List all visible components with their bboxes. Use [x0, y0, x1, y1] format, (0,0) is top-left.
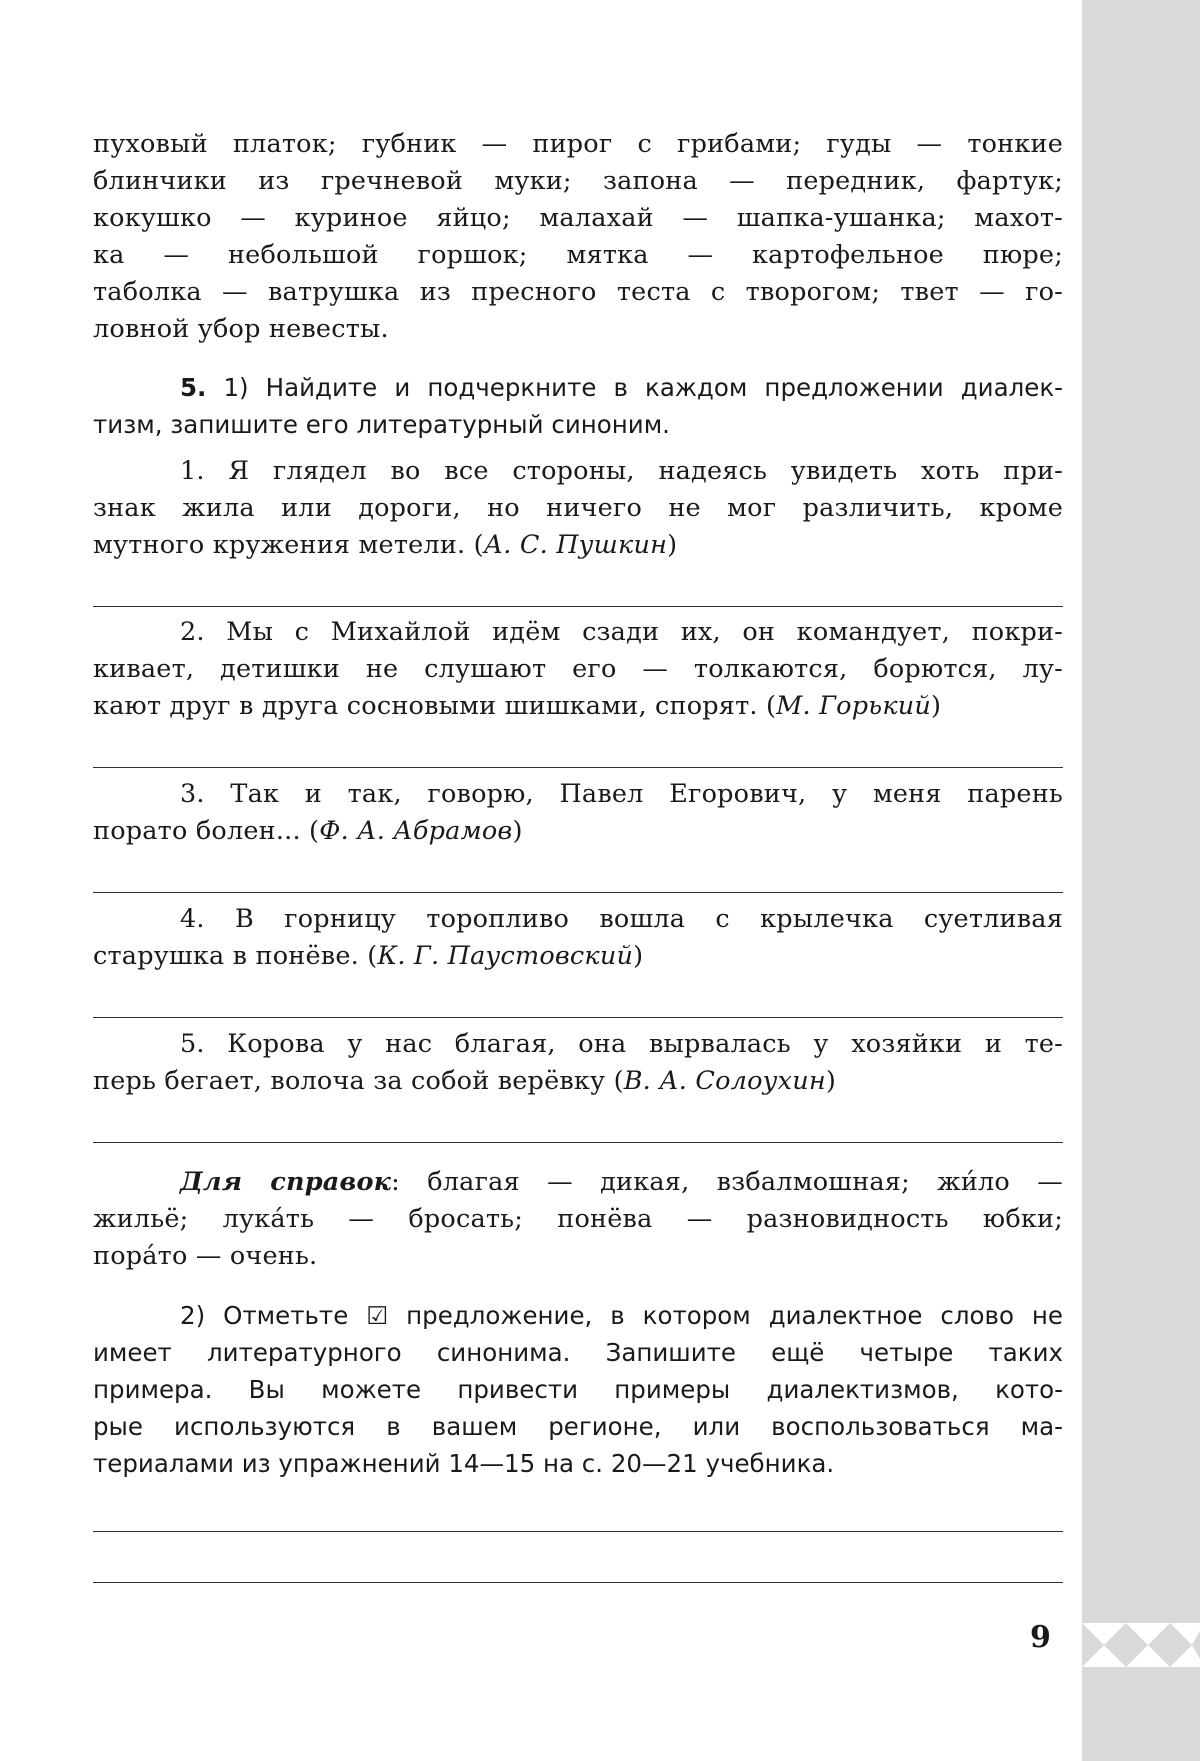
text-line: [93, 776, 1063, 813]
text-segment: ка — небольшой горшок; мятка — картофельное пюре;: [93, 240, 1063, 270]
text-line: [93, 406, 1063, 443]
text-line: [93, 200, 1063, 237]
sentence-4: [93, 901, 1063, 975]
answer-line-6[interactable]: [93, 1531, 1063, 1532]
text-line: [93, 163, 1063, 200]
intro-paragraph: [93, 126, 1063, 348]
text-segment: кокушко — куриное яйцо; малахай — шапка-ушанка; махот-: [93, 203, 1063, 233]
text-segment: ): [825, 1066, 836, 1096]
sentence-5: [93, 1026, 1063, 1100]
italic-text: А. С. Пушкин: [483, 530, 668, 560]
reference-note: [93, 1164, 1063, 1275]
page-margin-band: [1082, 0, 1200, 1761]
text-line: [93, 453, 1063, 490]
text-segment: кивает, детишки не слушают его — толкаются, борются, лу-: [93, 654, 1063, 684]
text-segment: кают друг в друга сосновыми шишками, спорят. (: [93, 691, 777, 721]
text-line: [93, 901, 1063, 938]
text-line: [93, 1408, 1063, 1445]
text-line: [93, 614, 1063, 651]
text-line: [93, 1164, 1063, 1201]
text-segment: блинчики из гречневой муки; запона — передник, фартук;: [93, 166, 1063, 196]
text-line: [93, 1201, 1063, 1238]
text-segment: ): [512, 816, 523, 846]
text-line: [93, 126, 1063, 163]
text-segment: жильё; лука́ть — бросать; понёва — разновидность юбки;: [93, 1204, 1063, 1234]
text-line: [93, 651, 1063, 688]
italic-text: Ф. А. Абрамов: [319, 816, 513, 846]
answer-line-3[interactable]: [93, 892, 1063, 893]
text-line: [93, 938, 1063, 975]
text-segment: ): [633, 941, 644, 971]
italic-text: К. Г. Паустовский: [377, 941, 634, 971]
sentence-2: [93, 614, 1063, 725]
text-segment: перь бегает, волоча за собой верёвку (: [93, 1066, 624, 1096]
text-segment: знак жила или дороги, но ничего не мог различить, кроме: [93, 493, 1063, 523]
text-segment: пуховый платок; губник — пирог с грибами; гуды — тонкие: [93, 129, 1063, 159]
text-segment: : благая — дикая, взбалмошная; жи́ло —: [391, 1167, 1063, 1197]
text-segment: порато болен... (: [93, 816, 320, 846]
text-line: [93, 688, 1063, 725]
text-line: [93, 274, 1063, 311]
page-number: 9: [1030, 1620, 1051, 1655]
text-line: [93, 527, 1063, 564]
text-segment: 2) Отметьте ☑ предложение, в котором диалектное слово не: [180, 1301, 1063, 1330]
text-segment: примера. Вы можете привести примеры диалектизмов, кото-: [93, 1375, 1063, 1404]
text-line: [93, 1026, 1063, 1063]
text-line: [93, 1238, 1063, 1275]
task-5-instruction: [93, 369, 1063, 443]
text-segment: старушка в понёве. (: [93, 941, 378, 971]
text-segment: тизм, запишите его литературный синоним.: [93, 410, 670, 439]
answer-line-4[interactable]: [93, 1017, 1063, 1018]
text-segment: 2. Мы с Михайлой идём сзади их, он командует, покри-: [180, 617, 1063, 647]
text-segment: таболка — ватрушка из пресного теста с творогом; твет — го-: [93, 277, 1063, 307]
text-segment: рые используются в вашем регионе, или воспользоваться ма-: [93, 1412, 1063, 1441]
text-segment: ловной убор невесты.: [93, 314, 389, 344]
text-line: [93, 1371, 1063, 1408]
text-segment: териалами из упражнений 14—15 на с. 20—21 учебника.: [93, 1449, 835, 1478]
text-line: [93, 813, 1063, 850]
text-segment: 1. Я глядел во все стороны, надеясь увидеть хоть при-: [180, 456, 1063, 486]
sentence-3: [93, 776, 1063, 850]
text-segment: мутного кружения метели. (: [93, 530, 484, 560]
text-segment: 3. Так и так, говорю, Павел Егорович, у меня парень: [180, 779, 1063, 809]
sentence-1: [93, 453, 1063, 564]
italic-text: В. А. Солоухин: [623, 1066, 826, 1096]
text-line: [93, 1063, 1063, 1100]
text-segment: ): [667, 530, 678, 560]
text-line: [93, 369, 1063, 406]
text-line: [93, 311, 1063, 348]
text-segment: пора́то — очень.: [93, 1241, 318, 1271]
text-line: [93, 490, 1063, 527]
answer-line-2[interactable]: [93, 767, 1063, 768]
answer-line-7[interactable]: [93, 1582, 1063, 1583]
text-segment: 5.: [180, 373, 207, 402]
text-segment: 5. Корова у нас благая, она вырвалась у хозяйки и те-: [180, 1029, 1063, 1059]
italic-text: Для справок: [180, 1167, 392, 1197]
task-5-part-2: [93, 1297, 1063, 1482]
text-line: [93, 1334, 1063, 1371]
text-segment: 4. В горницу торопливо вошла с крылечка суетливая: [180, 904, 1063, 934]
text-segment: 1) Найдите и подчеркните в каждом предложении диалек-: [206, 373, 1063, 402]
answer-line-5[interactable]: [93, 1142, 1063, 1143]
diamond-ornament-icon: [1082, 1623, 1200, 1667]
text-segment: имеет литературного синонима. Запишите ещё четыре таких: [93, 1338, 1063, 1367]
text-line: [93, 1445, 1063, 1482]
answer-line-1[interactable]: [93, 606, 1063, 607]
text-segment: ): [931, 691, 942, 721]
italic-text: М. Горький: [776, 691, 932, 721]
text-line: [93, 1297, 1063, 1334]
text-line: [93, 237, 1063, 274]
